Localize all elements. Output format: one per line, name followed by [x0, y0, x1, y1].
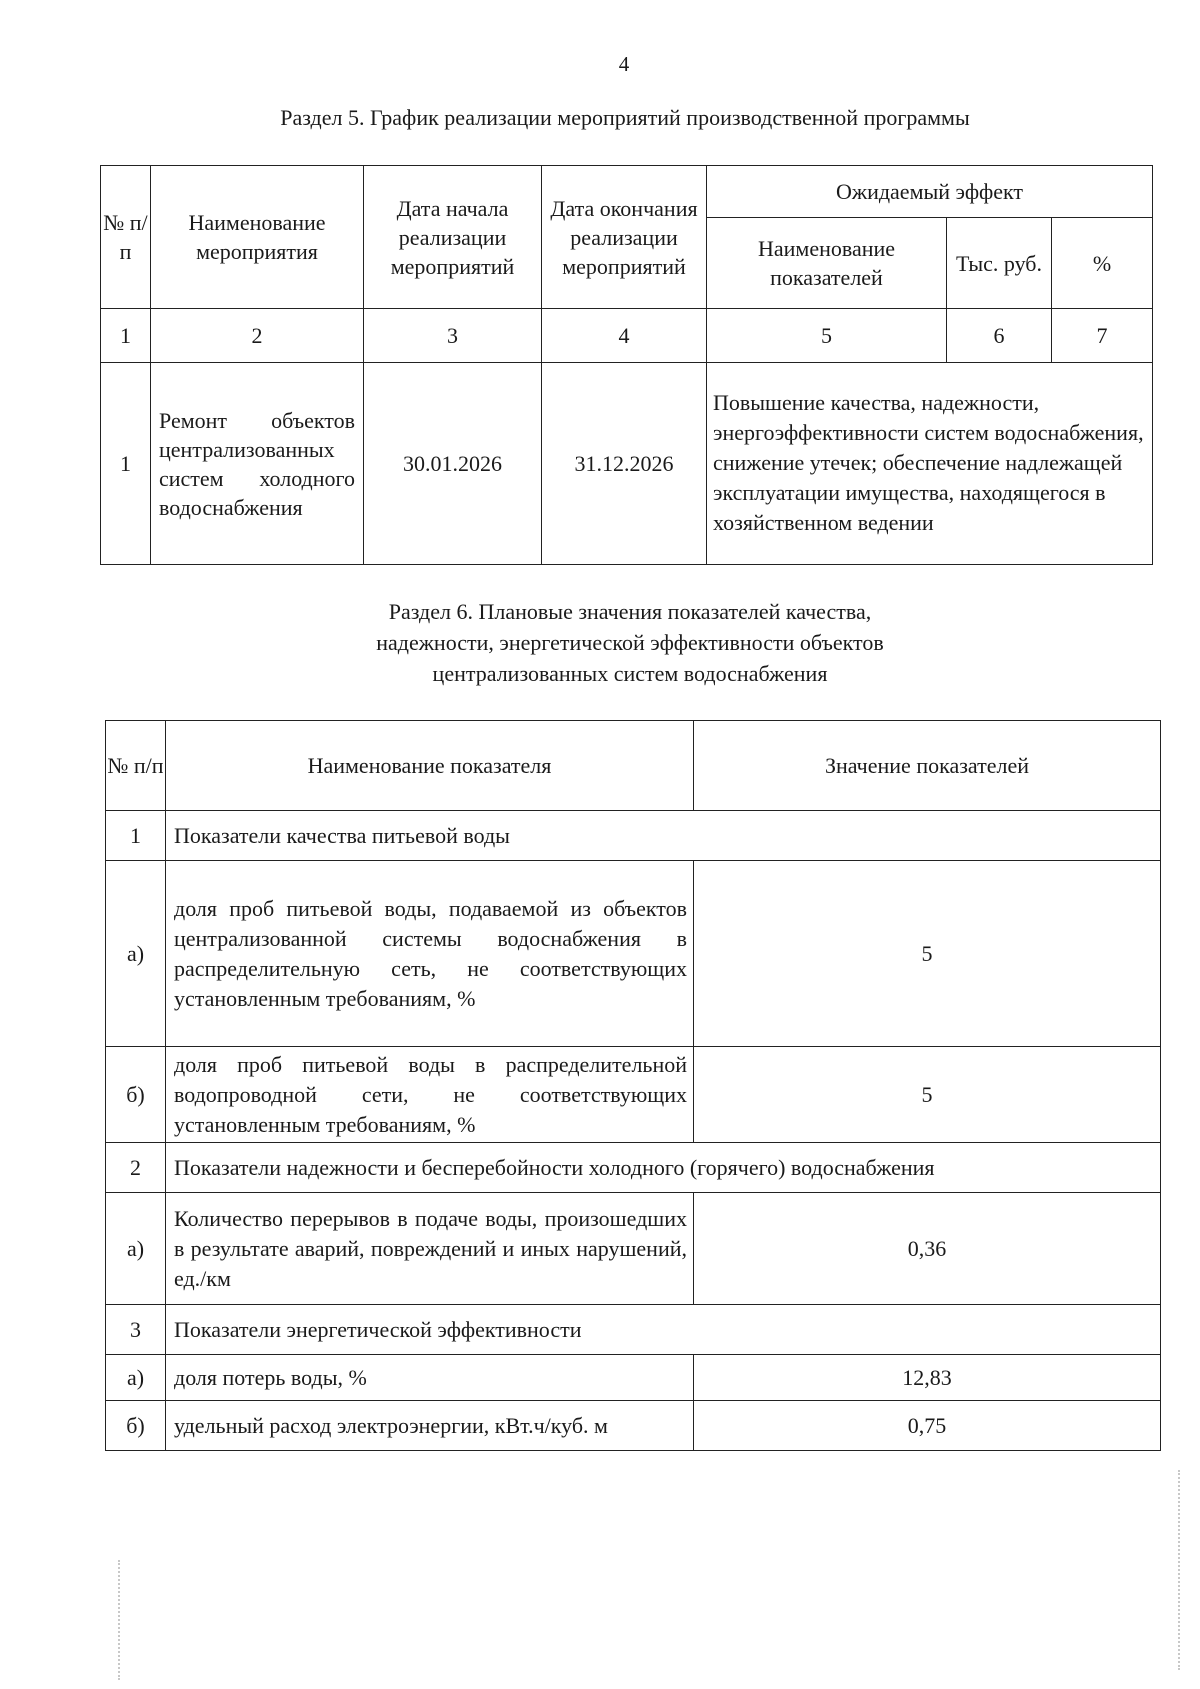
section6-table — [105, 720, 1161, 1451]
table-row — [106, 1355, 1161, 1401]
page-number: 4 — [618, 52, 630, 76]
item-num: а) — [106, 1193, 166, 1305]
column-numbers-row — [101, 309, 1153, 363]
row-num: 1 — [101, 363, 151, 565]
section6-title-line: централизованных систем водоснабжения — [432, 661, 828, 686]
indicator-value: 5 — [694, 1047, 1161, 1143]
group-title: Показатели качества питьевой воды — [166, 811, 1161, 861]
table-row — [106, 1193, 1161, 1305]
group-num: 1 — [106, 811, 166, 861]
item-num: б) — [106, 1401, 166, 1451]
column-number: 5 — [707, 309, 947, 363]
column-number: 4 — [542, 309, 707, 363]
group-num: 2 — [106, 1143, 166, 1193]
column-number: 3 — [364, 309, 542, 363]
item-num: а) — [106, 1355, 166, 1401]
section5-title: Раздел 5. График реализации мероприятий производственной программы — [280, 105, 970, 130]
item-num: а) — [106, 861, 166, 1047]
header-start-date: Дата начала реализации мероприятий — [364, 166, 542, 309]
section6-title-line: Раздел 6. Плановые значения показателей качества, — [388, 599, 872, 624]
group-num: 3 — [106, 1305, 166, 1355]
end-date: 31.12.2026 — [542, 363, 707, 565]
indicator-value: 5 — [694, 861, 1161, 1047]
header-indicator-name: Наименование показателя — [166, 721, 694, 811]
column-number: 1 — [101, 309, 151, 363]
group-title: Показатели энергетической эффективности — [166, 1305, 1161, 1355]
indicator-name: доля потерь воды, % — [166, 1355, 694, 1401]
column-number: 7 — [1052, 309, 1153, 363]
item-num: б) — [106, 1047, 166, 1143]
header-end-date: Дата окончания реализации мероприятий — [542, 166, 707, 309]
indicator-name: Количество перерывов в подаче воды, произошедших в результате аварий, повреждений и иных нарушений, ед./км — [166, 1193, 694, 1305]
indicator-value: 0,36 — [694, 1193, 1161, 1305]
group-title: Показатели надежности и бесперебойности холодного (горячего) водоснабжения — [166, 1143, 1161, 1193]
indicator-value: 12,83 — [694, 1355, 1161, 1401]
event-name: Ремонт объектов централизованных систем холодного водоснабжения — [151, 363, 364, 565]
header-name: Наименование мероприятия — [151, 166, 364, 309]
indicator-name: доля проб питьевой воды в распределительной водопроводной сети, не соответствующих установленным требованиям, % — [166, 1047, 694, 1143]
header-expected-effect: Ожидаемый эффект — [707, 166, 1153, 218]
table-row — [106, 1401, 1161, 1451]
indicator-name: удельный расход электроэнергии, кВт.ч/куб. м — [166, 1401, 694, 1451]
header-percent: % — [1052, 218, 1153, 309]
table-row — [106, 861, 1161, 1047]
scan-artifact — [1178, 1470, 1182, 1670]
header-thousand-rub: Тыс. руб. — [947, 218, 1052, 309]
header-num: № п/п — [106, 721, 166, 811]
header-indicators: Наименование показателей — [707, 218, 947, 309]
scan-artifact — [118, 1560, 122, 1680]
table-row — [106, 1047, 1161, 1143]
group-row — [106, 1305, 1161, 1355]
section6-title — [200, 596, 1060, 689]
column-number: 2 — [151, 309, 364, 363]
column-number: 6 — [947, 309, 1052, 363]
start-date: 30.01.2026 — [364, 363, 542, 565]
group-row — [106, 811, 1161, 861]
table-row — [101, 363, 1153, 565]
expected-effect: Повышение качества, надежности, энергоэффективности систем водоснабжения, снижение утечек; обеспечение надлежащей эксплуатации имущества, находящегося в хозяйственном ведении — [707, 363, 1153, 565]
group-row — [106, 1143, 1161, 1193]
section5-table — [100, 165, 1153, 565]
header-num: № п/п — [101, 166, 151, 309]
indicator-name: доля проб питьевой воды, подаваемой из объектов централизованной системы водоснабжения в распределительную сеть, не соответствующих установленным требованиям, % — [166, 861, 694, 1047]
indicator-value: 0,75 — [694, 1401, 1161, 1451]
section6-title-line: надежности, энергетической эффективности объектов — [376, 630, 884, 655]
header-indicator-value: Значение показателей — [694, 721, 1161, 811]
